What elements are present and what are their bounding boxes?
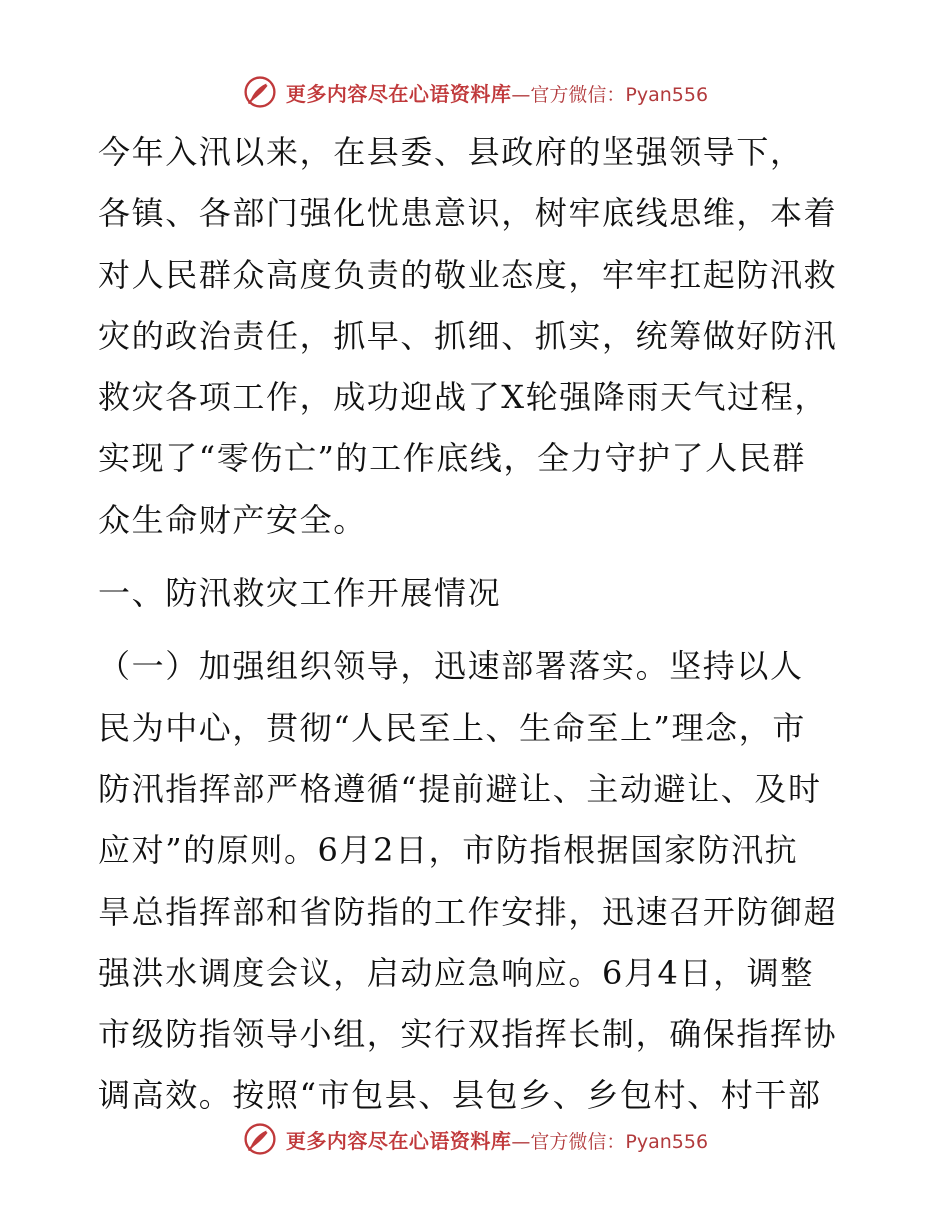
section-heading: 一、防汛救灾工作开展情况 [98, 574, 502, 613]
paragraph1-line: 各镇、各部门强化忧患意识，树牢底线思维，本着 [98, 194, 838, 233]
paragraph2-line: 调高效。按照“市包县、县包乡、乡包村、村干部 [98, 1076, 822, 1115]
chili-pen-logo-icon [242, 74, 278, 110]
watermark-wechat-text: —官方微信：Pyan556 [511, 1130, 709, 1153]
paragraph1-line: 实现了“零伤亡”的工作底线，全力守护了人民群 [98, 439, 806, 478]
paragraph1-line: 众生命财产安全。 [98, 500, 367, 539]
paragraph1-line: 对人民群众高度负责的敬业态度，牢牢扛起防汛救 [98, 255, 838, 294]
paragraph2-line: 市级防指领导小组，实行双指挥长制，确保指挥协 [98, 1015, 838, 1054]
watermark-main-text: 更多内容尽在心语资料库 [285, 81, 512, 106]
paragraph2-line: 强洪水调度会议，启动应急响应。6月4日，调整 [98, 953, 814, 992]
header-watermark [0, 70, 950, 114]
paragraph2-line: 应对”的原则。6月2日，市防指根据国家防汛抗 [98, 831, 799, 870]
chili-pen-logo-icon [242, 1121, 278, 1157]
footer-watermark [0, 1117, 950, 1161]
paragraph2-line: 防汛指挥部严格遵循“提前避让、主动避让、及时 [98, 769, 822, 808]
paragraph1-line: 灾的政治责任，抓早、抓细、抓实，统筹做好防汛 [98, 316, 838, 355]
watermark-wechat-text: —官方微信：Pyan556 [511, 83, 709, 106]
paragraph2-line: （一）加强组织领导，迅速部署落实。坚持以人 [98, 647, 804, 686]
paragraph2-line: 旱总指挥部和省防指的工作安排，迅速召开防御超 [98, 892, 838, 931]
document-body [98, 122, 853, 1127]
paragraph2-line: 民为中心，贯彻“人民至上、生命至上”理念，市 [98, 708, 806, 747]
paragraph1-line: 救灾各项工作，成功迎战了X轮强降雨天气过程， [98, 378, 828, 417]
paragraph1-line: 今年入汛以来，在县委、县政府的坚强领导下， [98, 133, 804, 171]
watermark-main-text: 更多内容尽在心语资料库 [285, 1128, 512, 1153]
